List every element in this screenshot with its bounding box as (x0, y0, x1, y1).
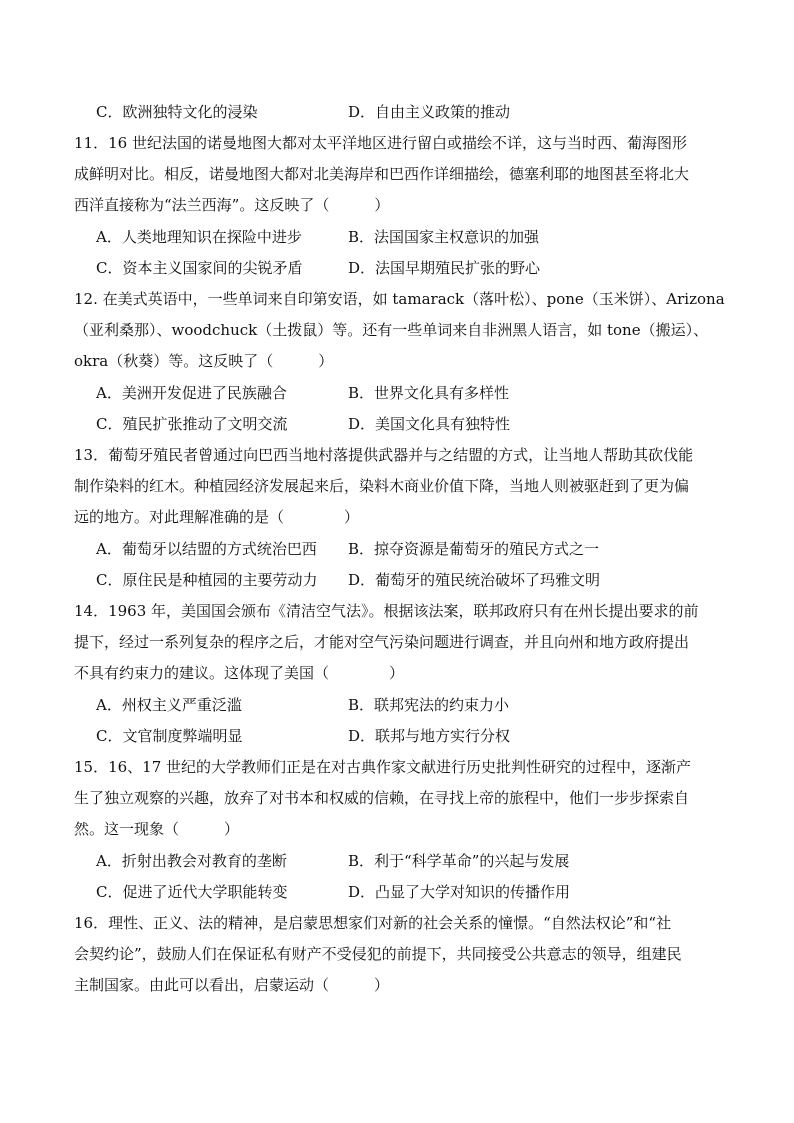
question-11-stem-line: 西洋直接称为“法兰西海”。这反映了（ ） (74, 196, 390, 214)
option-d: D．凸显了大学对知识的传播作用 (348, 883, 571, 901)
option-d: D．法国早期殖民扩张的野心 (348, 259, 541, 277)
option-line-14-cd (96, 726, 756, 746)
option-line-11-ab (96, 227, 756, 247)
option-a: A．折射出教会对教育的垄断 (96, 852, 287, 870)
question-13-stem-line: 远的地方。对此理解准确的是（ ） (74, 508, 360, 526)
question-14-stem-line: 14．1963 年，美国国会颁布《清洁空气法》。根据该法案，联邦政府只有在州长提出要求的前 (74, 602, 699, 620)
question-12-stem-line: okra（秋葵）等。这反映了（ ） (74, 352, 334, 370)
option-b: B．联邦宪法的约束力小 (348, 696, 510, 714)
option-line-12-ab (96, 383, 756, 403)
option-c: C．殖民扩张推动了文明交流 (96, 415, 288, 433)
option-b: B．法国国家主权意识的加强 (348, 228, 540, 246)
option-line-12-cd (96, 414, 756, 434)
option-b: B．世界文化具有多样性 (348, 384, 510, 402)
option-a: A．州权主义严重泛滥 (96, 696, 242, 714)
option-c: C．文官制度弊端明显 (96, 727, 243, 745)
question-12-stem-line: （亚利桑那）、woodchuck（土拨鼠）等。还有一些单词来自非洲黑人语言，如 tone（搬运）、 (74, 321, 709, 339)
question-11-stem-line: 成鲜明对比。相反，诺曼地图大都对北美海岸和巴西作详细描绘，德塞利耶的地图甚至将北大 (74, 165, 690, 183)
option-d: D．联邦与地方实行分权 (348, 727, 511, 745)
option-a: A．葡萄牙以结盟的方式统治巴西 (96, 540, 317, 558)
option-line-15-ab (96, 851, 756, 871)
question-12-stem-line: 12. 在美式英语中，一些单词来自印第安语，如 tamarack（落叶松）、pone（玉米饼）、Arizona (74, 290, 725, 308)
option-c: C．促进了近代大学职能转变 (96, 883, 288, 901)
question-13-stem-line: 13．葡萄牙殖民者曾通过向巴西当地村落提供武器并与之结盟的方式，让当地人帮助其砍伐能 (74, 446, 694, 464)
option-line-13-cd (96, 570, 756, 590)
question-15-stem-line: 生了独立观察的兴趣，放弃了对书本和权威的信赖，在寻找上帝的旅程中，他们一步步探索自 (74, 789, 690, 807)
question-15-stem-line: 然。这一现象（ ） (74, 820, 240, 838)
option-line-15-cd (96, 882, 756, 902)
question-15-stem-line: 15．16、17 世纪的大学教师们正是在对古典作家文献进行历史批判性研究的过程中，逐渐产 (74, 758, 692, 776)
option-c: C．资本主义国家间的尖锐矛盾 (96, 259, 303, 277)
question-16-stem-line: 主制国家。由此可以看出，启蒙运动（ ） (74, 976, 390, 994)
question-14-stem-line: 提下，经过一系列复杂的程序之后，才能对空气污染问题进行调查，并且向州和地方政府提出 (74, 633, 690, 651)
option-c: C．原住民是种植园的主要劳动力 (96, 571, 318, 589)
option-d: D．美国文化具有独特性 (348, 415, 511, 433)
option-b: B．掠夺资源是葡萄牙的殖民方式之一 (348, 540, 600, 558)
option-line-10-cd (96, 102, 756, 122)
option-d: D．自由主义政策的推动 (348, 103, 511, 121)
option-line-11-cd (96, 258, 756, 278)
question-16-stem-line: 16．理性、正义、法的精神，是启蒙思想家们对新的社会关系的憧憬。“自然法权论”和“社 (74, 914, 672, 932)
option-d: D．葡萄牙的殖民统治破坏了玛雅文明 (348, 571, 601, 589)
option-b: B．利于“科学革命”的兴起与发展 (348, 852, 570, 870)
question-16-stem-line: 会契约论”，鼓励人们在保证私有财产不受侵犯的前提下，共同接受公共意志的领导，组建民 (74, 945, 682, 963)
option-line-14-ab (96, 695, 756, 715)
option-a: A．美洲开发促进了民族融合 (96, 384, 287, 402)
question-14-stem-line: 不具有约束力的建议。这体现了美国（ ） (74, 664, 405, 682)
option-a: A．人类地理知识在探险中进步 (96, 228, 302, 246)
question-11-stem-line: 11．16 世纪法国的诺曼地图大都对太平洋地区进行留白或描绘不详，这与当时西、葡海图形 (74, 134, 687, 152)
option-c: C．欧洲独特文化的浸染 (96, 103, 258, 121)
question-13-stem-line: 制作染料的红木。种植园经济发展起来后，染料木商业价值下降，当地人则被驱赶到了更为偏 (74, 477, 690, 495)
option-line-13-ab (96, 539, 756, 559)
